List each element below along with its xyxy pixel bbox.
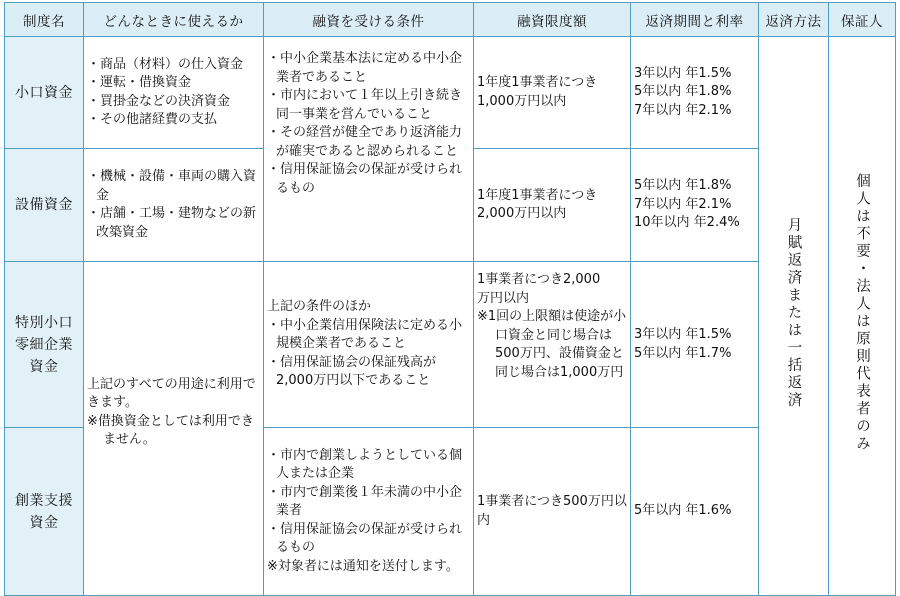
use-item: ・買掛金などの決済資金 — [87, 93, 231, 109]
use-item: ・店舗・工場・建物などの新改築資金 — [87, 206, 257, 240]
limit-note: ※1回の上限額は使途が小口資金と同じ場合は500万円、設備資金と同じ場合は1,000万円 — [477, 309, 627, 380]
limit-startup: 1事業者につき500万円以内 — [474, 428, 631, 596]
rate-line: 10年以内 年2.4% — [634, 215, 740, 231]
guarantor-text: 個人は不要・法人は原則代表者のみ — [854, 172, 870, 453]
uses-shared — [84, 376, 264, 596]
rates-startup — [631, 428, 759, 596]
limit-line: 万円以内 — [477, 290, 530, 306]
use-item: ・その他諸経費の支払 — [87, 112, 218, 127]
system-name-small-loan: 小口資金 — [5, 37, 84, 149]
condition-item: ・信用保証協会の保証が受けられるもの — [267, 162, 463, 196]
loan-system-table — [4, 2, 896, 596]
rate-line: 5年以内 年1.8% — [634, 178, 732, 194]
conditions-note: ※対象者には通知を送付します。 — [267, 558, 459, 574]
condition-item: ・信用保証協会の保証残高が2,000万円以下であること — [267, 354, 437, 389]
header-term-rate: 返済期間と利率 — [631, 3, 759, 37]
limit-equipment: 1年度1事業者につき2,000万円以内 — [474, 149, 631, 262]
rate-line: 7年以内 年2.1% — [634, 196, 732, 212]
system-name-line: 資金 — [29, 358, 59, 375]
use-item: ・運転・借換資金 — [87, 75, 192, 90]
uses-equipment — [84, 149, 264, 262]
rate-line: 5年以内 年1.8% — [634, 84, 732, 100]
limit-special-small — [474, 262, 631, 428]
system-name-equipment: 設備資金 — [5, 149, 84, 262]
condition-item: ・中小企業信用保険法に定める小規模企業者であること — [267, 317, 463, 352]
limit-line: 1事業者につき2,000 — [477, 272, 601, 287]
system-name-startup — [5, 428, 84, 596]
condition-item: ・市内で創業後１年未満の中小企業者 — [267, 484, 463, 519]
condition-item: ・信用保証協会の保証が受けられるもの — [267, 521, 463, 556]
conditions-main — [264, 37, 474, 262]
system-name-special-small — [5, 262, 84, 428]
header-conditions: 融資を受ける条件 — [264, 3, 474, 37]
system-name-line: 資金 — [29, 514, 59, 531]
condition-item: ・その経営が健全であり返済能力が確実であると認められること — [267, 125, 463, 159]
use-item: ・商品（材料）の仕入資金 — [87, 56, 244, 72]
rate-line: 5年以内 年1.6% — [634, 503, 732, 519]
rates-equipment — [631, 149, 759, 262]
rates-special-small — [631, 262, 759, 428]
table-row — [5, 37, 896, 149]
rates-small-loan — [631, 37, 759, 149]
condition-item: ・中小企業基本法に定める中小企業者であること — [267, 51, 463, 85]
guarantor-cell — [829, 37, 896, 596]
rate-line: 5年以内 年1.7% — [634, 345, 732, 361]
header-limit: 融資限度額 — [474, 3, 631, 37]
conditions-special — [264, 262, 474, 428]
system-name-line: 特別小口 — [15, 314, 73, 331]
uses-small-loan — [84, 37, 264, 149]
header-guarantor: 保証人 — [829, 3, 896, 37]
header-system-name: 制度名 — [5, 3, 84, 37]
uses-shared-text: 上記のすべての用途に利用できます。 — [87, 376, 256, 410]
limit-small-loan: 1年度1事業者につき1,000万円以内 — [474, 37, 631, 149]
conditions-startup — [264, 428, 474, 596]
header-uses: どんなときに使えるか — [84, 3, 264, 37]
header-row — [5, 3, 896, 37]
use-item: ・機械・設備・車両の購入資金 — [87, 169, 257, 203]
header-repayment: 返済方法 — [759, 3, 829, 37]
repayment-method-text: 月賦返済または一括返済 — [785, 216, 802, 409]
condition-item: ・市内で創業しようとしている個人または企業 — [267, 447, 463, 482]
rate-line: 3年以内 年1.5% — [634, 327, 732, 342]
system-name-line: 零細企業 — [15, 336, 73, 353]
rate-line: 7年以内 年2.1% — [634, 102, 732, 118]
conditions-intro: 上記の条件のほか — [267, 299, 372, 315]
system-name-line: 創業支援 — [15, 492, 73, 509]
rate-line: 3年以内 年1.5% — [634, 65, 732, 81]
uses-shared-note: ※借換資金としては利用できません。 — [87, 413, 254, 447]
condition-item: ・市内において１年以上引き続き同一事業を営んでいること — [267, 88, 463, 122]
repayment-method-cell — [759, 37, 829, 596]
uses-shared-block — [87, 376, 260, 450]
